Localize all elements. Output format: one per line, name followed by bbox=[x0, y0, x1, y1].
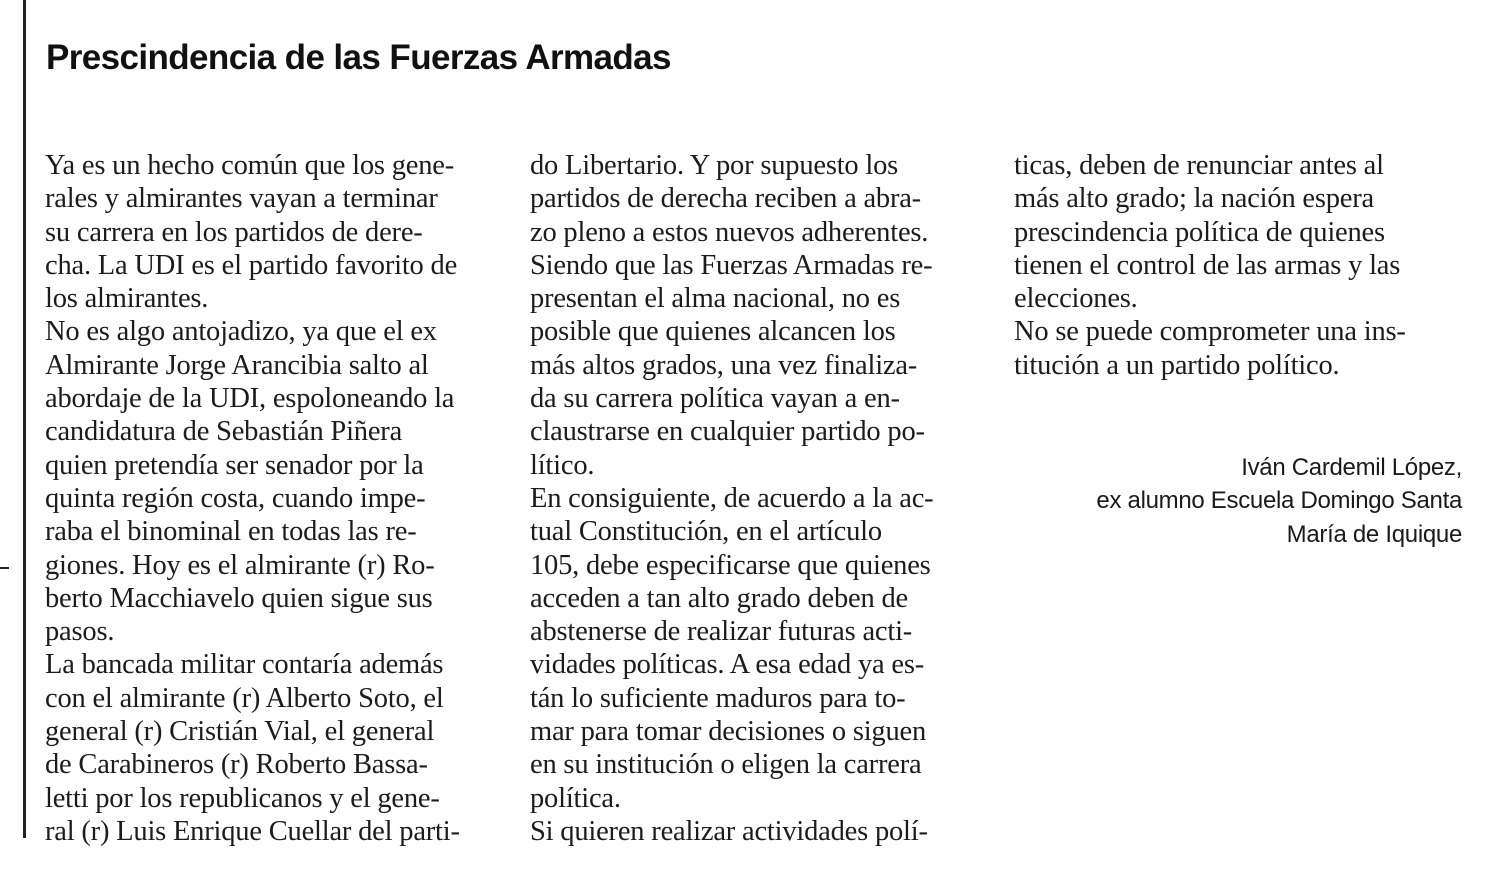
article-text-line: Siendo que las Fuerzas Armadas re- bbox=[530, 249, 933, 281]
signature-line: Iván Cardemil López, bbox=[1241, 454, 1462, 481]
article-text-line: mar para tomar decisiones o siguen bbox=[530, 716, 927, 748]
article-text-line: lítico. bbox=[530, 449, 595, 481]
article-text-line: con el almirante (r) Alberto Soto, el bbox=[45, 682, 444, 714]
column-divider-rule bbox=[23, 0, 26, 838]
article-text-line: su carrera en los partidos de dere- bbox=[45, 216, 423, 248]
article-text-line: posible que quienes alcancen los bbox=[530, 316, 896, 348]
article-text-line: quinta región costa, cuando impe- bbox=[45, 482, 426, 514]
article-text-line: general (r) Cristián Vial, el general bbox=[45, 716, 435, 748]
article-text-line: Si quieren realizar actividades polí- bbox=[530, 815, 928, 847]
article-text-line: zo pleno a estos nuevos adherentes. bbox=[530, 216, 929, 248]
article-text-line: Almirante Jorge Arancibia salto al bbox=[45, 349, 429, 381]
article-text-line: tán lo suficiente maduros para to- bbox=[530, 682, 906, 714]
article-text-line: titución a un partido político. bbox=[1014, 349, 1340, 381]
article-text-line: berto Macchiavelo quien sigue sus bbox=[45, 582, 433, 614]
letter-signature bbox=[1096, 451, 1462, 551]
article-text-line: prescindencia política de quienes bbox=[1014, 216, 1385, 248]
article-text-line: ticas, deben de renunciar antes al bbox=[1014, 150, 1384, 181]
article-text-line: No es algo antojadizo, ya que el ex bbox=[45, 316, 437, 348]
article-text-line: No se puede comprometer una ins- bbox=[1014, 316, 1406, 348]
article-text-line: da su carrera política vayan a en- bbox=[530, 383, 900, 415]
article-text-line: tual Constitución, en el artículo bbox=[530, 516, 882, 548]
article-text-line: acceden a tan alto grado deben de bbox=[530, 582, 908, 614]
article-text-line: En consiguiente, de acuerdo a la ac- bbox=[530, 482, 934, 514]
article-text-line: La bancada militar contaría además bbox=[45, 649, 444, 681]
article-text-line: pasos. bbox=[45, 616, 115, 648]
article-text-line: más altos grados, una vez finaliza- bbox=[530, 349, 918, 381]
article-text-line: los almirantes. bbox=[45, 283, 209, 315]
article-text-line: abordaje de la UDI, espoloneando la bbox=[45, 383, 455, 415]
article-text-line: giones. Hoy es el almirante (r) Ro- bbox=[45, 549, 435, 581]
article-text-line: más alto grado; la nación espera bbox=[1014, 183, 1374, 215]
article-text-line: claustrarse en cualquier partido po- bbox=[530, 416, 925, 448]
signature-line: María de Iquique bbox=[1286, 520, 1462, 548]
article-text-line: ral (r) Luis Enrique Cuellar del parti- bbox=[45, 815, 460, 847]
article-text-line: candidatura de Sebastián Piñera bbox=[45, 416, 403, 448]
article-column-3 bbox=[1014, 149, 1406, 382]
article-column-2 bbox=[530, 149, 933, 848]
article-text-line: elecciones. bbox=[1014, 283, 1138, 315]
signature-line: ex alumno Escuela Domingo Santa bbox=[1096, 487, 1462, 515]
article-text-line: política. bbox=[530, 782, 621, 814]
article-column-1 bbox=[45, 149, 460, 848]
article-text-line: rales y almirantes vayan a terminar bbox=[45, 183, 438, 215]
article-text-line: letti por los republicanos y el gene- bbox=[45, 782, 440, 814]
article-text-line: do Libertario. Y por supuesto los bbox=[530, 150, 899, 181]
margin-tick-mark bbox=[0, 567, 9, 569]
article-text-line: raba el binominal en todas las re- bbox=[45, 516, 417, 548]
article-text-line: partidos de derecha reciben a abra- bbox=[530, 183, 921, 215]
article-text-line: en su institución o eligen la carrera bbox=[530, 749, 922, 781]
article-text-line: abstenerse de realizar futuras acti- bbox=[530, 616, 913, 648]
article-text-line: tienen el control de las armas y las bbox=[1014, 249, 1401, 281]
article-text-line: vidades políticas. A esa edad ya es- bbox=[530, 649, 925, 681]
article-text-line: Ya es un hecho común que los gene- bbox=[45, 150, 455, 181]
article-text-line: 105, debe especificarse que quienes bbox=[530, 549, 931, 581]
article-text-line: cha. La UDI es el partido favorito de bbox=[45, 249, 458, 281]
article-text-line: quien pretendía ser senador por la bbox=[45, 449, 424, 481]
article-text-line: de Carabineros (r) Roberto Bassa- bbox=[45, 749, 428, 781]
article-text-line: presentan el alma nacional, no es bbox=[530, 283, 901, 315]
article-headline: Prescindencia de las Fuerzas Armadas bbox=[46, 38, 671, 77]
